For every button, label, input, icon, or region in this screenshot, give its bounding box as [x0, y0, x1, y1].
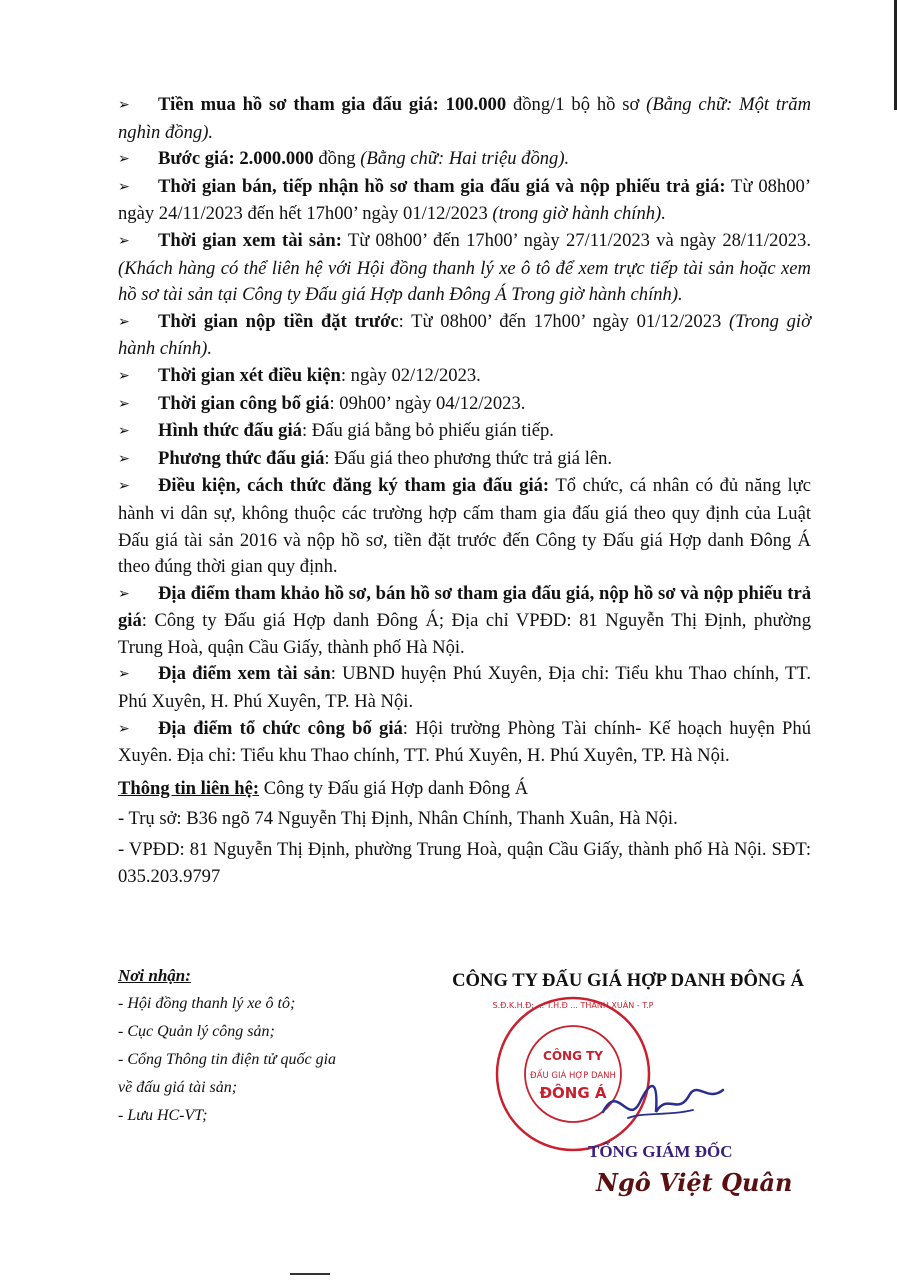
bullet-text: : Đấu giá theo phương thức trả giá lên. — [324, 447, 613, 469]
contact-line: - VPĐD: 81 Nguyễn Thị Định, phường Trung Hoà, quận Cầu Giấy, thành phố Hà Nội. SĐT: 035.203.9797 — [118, 839, 811, 887]
bullet-text: Từ 08h00’ ngày 24/11/2023 đến hết 17h00’ ngày 01/12/2023 — [118, 175, 812, 225]
bullet-text: đồng — [313, 148, 361, 170]
bullet-text: đồng/1 bộ hồ sơ — [506, 94, 647, 115]
recipients-title: Nơi nhận: — [118, 966, 191, 985]
recipient-line: - Cổng Thông tin điện tử quốc gia — [118, 1051, 337, 1068]
bullet-label: Địa điểm xem tài sản — [158, 663, 331, 685]
seal-ring-text: S.Đ.K.H.Đ: ... T.H.Đ ... THANH XUÂN - T.P — [493, 1001, 653, 1010]
bullet-item — [118, 418, 811, 446]
signer-title: TỔNG GIÁM ĐỐC — [588, 1142, 733, 1161]
bullet-item — [118, 661, 811, 715]
recipient-line: - Hội đồng thanh lý xe ô tô; — [118, 995, 296, 1012]
recipient-line: - Cục Quản lý công sản; — [118, 1023, 275, 1040]
signer-name: Ngô Việt Quân — [596, 1168, 793, 1197]
bullet-text: : Từ 08h00’ đến 17h00’ ngày 01/12/2023 — [398, 310, 729, 332]
arrow-bullet-icon: ➢ — [118, 179, 130, 195]
recipient-line: - Lưu HC-VT; — [118, 1107, 208, 1124]
bullet-item — [118, 146, 811, 174]
arrow-bullet-icon: ➢ — [118, 451, 130, 467]
arrow-bullet-icon: ➢ — [118, 396, 130, 412]
bullet-label: Thời gian công bố giá — [158, 392, 330, 414]
arrow-bullet-icon: ➢ — [118, 667, 130, 683]
bullet-item — [118, 581, 811, 662]
bullet-item — [118, 228, 811, 309]
bullet-italic-note: (trong giờ hành chính). — [492, 203, 666, 225]
bullet-text: : ngày 02/12/2023. — [340, 364, 481, 386]
bullet-item — [118, 391, 811, 419]
bullet-text: : 09h00’ ngày 04/12/2023. — [329, 392, 526, 414]
bullet-label: Địa điểm tham khảo hồ sơ, bán hồ sơ tham gia đấu giá, nộp hồ sơ và nộp phiếu trả giá — [118, 582, 811, 632]
page-bottom-mark — [290, 1273, 330, 1275]
bullet-text: : Hội trường Phòng Tài chính- Kế hoạch huyện Phú Xuyên. Địa chỉ: Tiểu khu Thao chính, TT. Phú Xuyên, H. Phú Xuyên, TP. Hà Nội. — [118, 717, 811, 767]
bullet-item — [118, 363, 811, 391]
bullet-italic-note: (Bằng chữ: Một trăm nghìn đồng). — [118, 94, 811, 143]
seal-line: CÔNG TY — [543, 1049, 603, 1063]
contact-heading — [118, 776, 811, 803]
bullet-italic-note: (Khách hàng có thể liên hệ với Hội đồng thanh lý xe ô tô để xem trực tiếp tài sản hoặc xem hồ sơ tài sản tại Công ty Đấu giá Hợp danh Đông Á Trong giờ hành chính). — [118, 257, 811, 306]
contact-company: Công ty Đấu giá Hợp danh Đông Á — [259, 777, 529, 799]
recipients-block — [118, 962, 458, 1130]
bullet-italic-note: (Bằng chữ: Hai triệu đồng). — [360, 148, 570, 170]
bullet-item — [118, 174, 811, 228]
arrow-bullet-icon: ➢ — [118, 721, 130, 737]
bullet-label: Thời gian xem tài sản: — [158, 229, 342, 251]
seal-line: ĐÔNG Á — [539, 1084, 607, 1102]
recipient-line: về đấu giá tài sản; — [118, 1079, 238, 1096]
arrow-bullet-icon: ➢ — [118, 152, 130, 168]
bullet-label: Địa điểm tổ chức công bố giá — [158, 717, 403, 739]
bullet-italic-note: (Trong giờ hành chính). — [118, 310, 811, 360]
contact-line: - Trụ sở: B36 ngõ 74 Nguyễn Thị Định, Nhân Chính, Thanh Xuân, Hà Nội. — [118, 808, 678, 830]
signing-company: CÔNG TY ĐẤU GIÁ HỢP DANH ĐÔNG Á — [452, 970, 804, 991]
arrow-bullet-icon: ➢ — [118, 233, 130, 249]
bullet-item — [118, 92, 811, 146]
bullet-label: Điều kiện, cách thức đăng ký tham gia đấu giá: — [158, 475, 550, 497]
contact-title: Thông tin liên hệ: — [118, 777, 260, 799]
announcement-body — [118, 92, 811, 890]
bullet-item — [118, 716, 811, 770]
bullet-text: Tổ chức, cá nhân có đủ năng lực hành vi dân sự, không thuộc các trường hợp cấm tham gia đấu giá theo quy định của Luật Đấu giá tài sản 2016 và nộp hồ sơ, tiền đặt trước đến Công ty Đấu giá Hợp danh Đông Á theo đúng thời gian quy định. — [118, 475, 811, 578]
bullet-item — [118, 473, 811, 580]
bullet-label: Bước giá: 2.000.000 — [158, 148, 314, 170]
bullet-text: : UBND huyện Phú Xuyên, Địa chỉ: Tiểu khu Thao chính, TT. Phú Xuyên, H. Phú Xuyên, TP. Hà Nội. — [118, 663, 811, 713]
arrow-bullet-icon: ➢ — [118, 424, 130, 440]
bullet-item — [118, 309, 811, 363]
bullet-item — [118, 446, 811, 474]
arrow-bullet-icon: ➢ — [118, 314, 130, 330]
arrow-bullet-icon: ➢ — [118, 479, 130, 495]
bullet-label: Thời gian bán, tiếp nhận hồ sơ tham gia đấu giá và nộp phiếu trả giá: — [158, 175, 726, 197]
document-footer — [118, 962, 811, 1222]
bullet-label: Hình thức đấu giá — [158, 420, 302, 442]
seal-line: ĐẤU GIÁ HỢP DANH — [530, 1071, 616, 1081]
arrow-bullet-icon: ➢ — [118, 586, 130, 602]
arrow-bullet-icon: ➢ — [118, 98, 130, 113]
bullet-text: : Đấu giá bằng bỏ phiếu gián tiếp. — [301, 420, 554, 442]
handwritten-signature — [598, 1072, 728, 1132]
arrow-bullet-icon: ➢ — [118, 368, 130, 384]
bullet-label: Tiền mua hồ sơ tham gia đấu giá: 100.000 — [158, 94, 507, 115]
bullet-text: : Công ty Đấu giá Hợp danh Đông Á; Địa chỉ VPĐD: 81 Nguyễn Thị Định, phường Trung Hoà, quận Cầu Giấy, thành phố Hà Nội. — [118, 610, 811, 658]
bullet-label: Thời gian nộp tiền đặt trước — [158, 310, 399, 332]
bullet-text: Từ 08h00’ đến 17h00’ ngày 27/11/2023 và ngày 28/11/2023. — [341, 229, 811, 251]
bullet-label: Thời gian xét điều kiện — [158, 364, 341, 386]
bullet-label: Phương thức đấu giá — [158, 447, 325, 469]
